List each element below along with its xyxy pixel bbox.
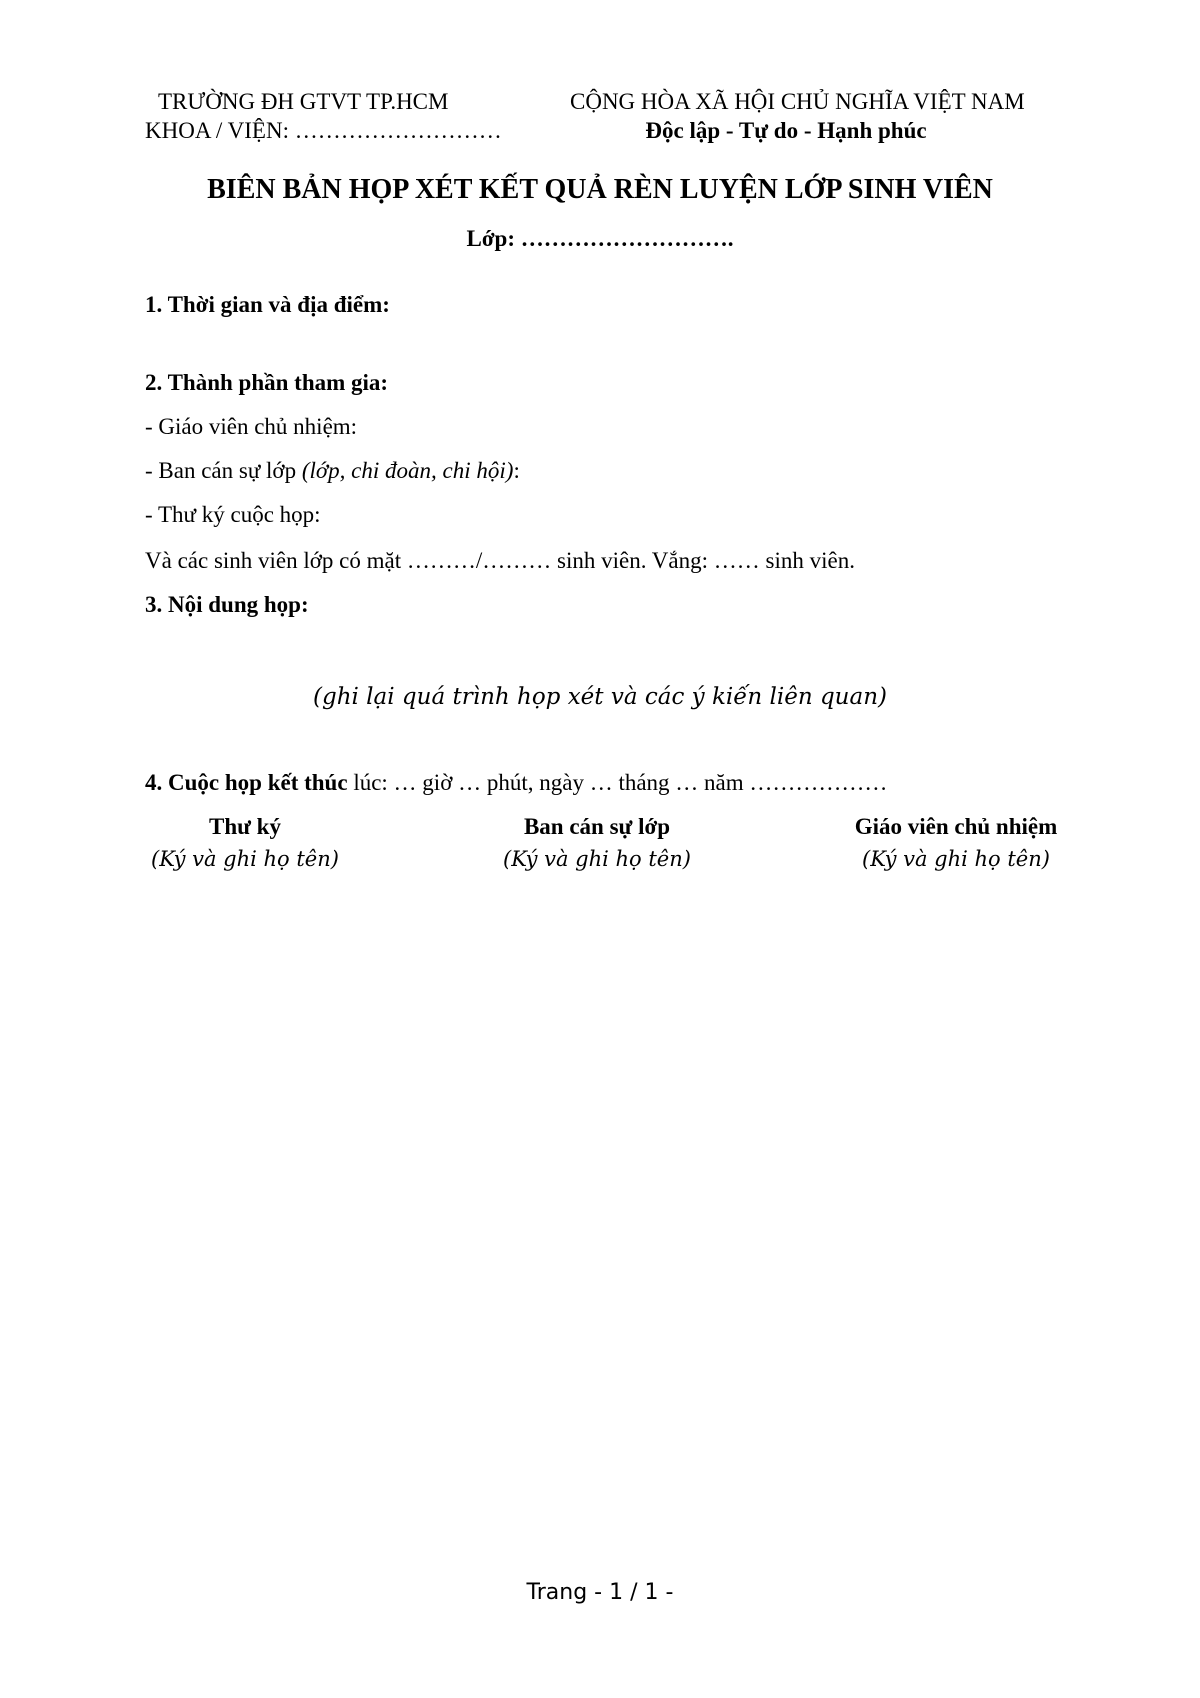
section-4-time: lúc: … giờ … phút, ngày … tháng … năm ……………… (347, 770, 888, 795)
document-title: BIÊN BẢN HỌP XÉT KẾT QUẢ RÈN LUYỆN LỚP SINH VIÊN (207, 174, 993, 205)
committee-line (145, 456, 520, 486)
signature-secretary (85, 812, 405, 874)
committee-note: (lớp, chi đoàn, chi hội) (301, 458, 514, 483)
section-3-heading: 3. Nội dung họp: (145, 592, 309, 617)
section-1-heading: 1. Thời gian và địa điểm: (145, 292, 390, 317)
school-name: TRƯỜNG ĐH GTVT TP.HCM (158, 89, 449, 114)
signature-note: (Ký và ghi họ tên) (151, 847, 339, 871)
faculty-line (145, 116, 502, 146)
faculty-label: KHOA / VIỆN: (145, 118, 295, 143)
signature-title: Ban cán sự lớp (523, 814, 671, 839)
page-footer: Trang - 1 / 1 - (526, 1580, 674, 1605)
class-line: Lớp: ………………………. (466, 226, 734, 251)
signature-teacher (796, 812, 1116, 874)
faculty-dots: ……………………… (294, 118, 502, 143)
signature-committee (437, 812, 757, 874)
committee-label: - Ban cán sự lớp (145, 458, 302, 483)
section-2-heading: 2. Thành phần tham gia: (145, 370, 389, 395)
national-motto: Độc lập - Tự do - Hạnh phúc (645, 118, 927, 143)
committee-colon: : (513, 458, 520, 483)
signature-note: (Ký và ghi họ tên) (862, 847, 1050, 871)
signature-title: Thư ký (209, 814, 281, 839)
secretary-line: - Thư ký cuộc họp: (145, 502, 321, 527)
meeting-content-note: (ghi lại quá trình họp xét và các ý kiến liên quan) (313, 684, 887, 710)
signature-note: (Ký và ghi họ tên) (503, 847, 691, 871)
teacher-line: - Giáo viên chủ nhiệm: (145, 414, 358, 439)
section-4-heading: 4. Cuộc họp kết thúc (145, 770, 348, 795)
country-name: CỘNG HÒA XÃ HỘI CHỦ NGHĨA VIỆT NAM (570, 89, 1025, 114)
signature-title: Giáo viên chủ nhiệm (854, 814, 1058, 839)
section-4-line (145, 768, 887, 798)
attendance-line: Và các sinh viên lớp có mặt ………/……… sinh viên. Vắng: …… sinh viên. (145, 548, 855, 573)
